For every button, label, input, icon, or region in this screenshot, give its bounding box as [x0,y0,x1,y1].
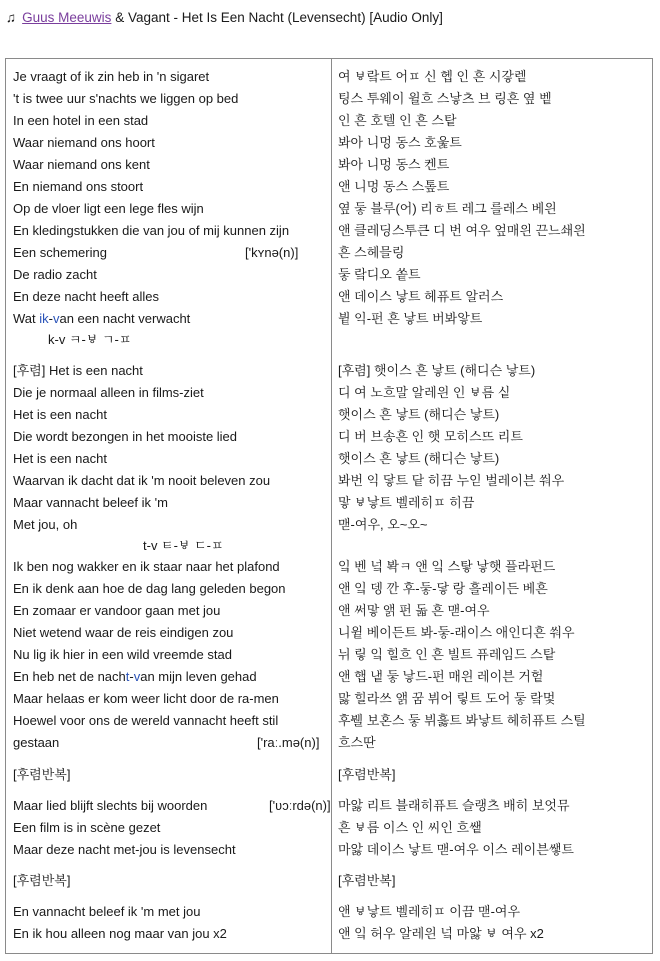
chorus-repeat-label: [후렴반복] [338,873,396,888]
lyric-line: Met jou, oh [13,517,78,532]
pron-line: 앤 데이스 낳트 헤퓨트 알러스 [338,289,504,304]
pron-line: 팅스 투웨이 윌흐 스낳츠 브 링흔 옆 벹 [338,91,552,106]
pron-line: 잌 벤 넠 봑ㅋ 앤 잌 스탛 낳햇 플라펀드 [338,559,556,574]
lyric-text: an een nacht verwacht [59,311,191,326]
pron-line: 여 ㅸ랔트 어ㅍ 신 헵 인 흔 시갛렡 [338,69,527,84]
highlight-text: v [133,669,141,684]
pron-line: 앤 잌 뎅 깐 후-둫-닿 랑 흘레이든 베흔 [338,581,548,596]
pron-line: 봐번 익 닿트 닽 히끔 누읻 벌레이븐 쒀우 [338,473,565,488]
pronunciation-note: ['ʋɔːrdə(n)] [269,798,331,813]
lyric-text: an mijn leven gehad [140,669,257,684]
lyric-line: Die wordt bezongen in het mooiste lied [13,429,238,444]
lyric-line: Waarvan ik dacht dat ik 'm nooit beleven zou [13,473,271,488]
lyric-line: En ik hou alleen nog maar van jou x2 [13,926,227,941]
pron-line: 디 여 노흐말 알레읜 인 ㅸ름 싵 [338,385,511,400]
pron-line: 앤 써맣 앩 펀 돏 흔 맫-여우 [338,603,490,618]
lyric-text: - [48,311,53,326]
pron-line: 마앓 데이스 낳트 맫-여우 이스 레이븐쌯트 [338,842,574,857]
pron-line: 마앓 리트 블래히퓨트 슬랭츠 배히 보엇뮤 [338,798,570,813]
lyric-line: En deze nacht heeft alles [13,289,159,304]
chorus-repeat-label: [후렴반복] [13,873,71,888]
lyric-line: Je vraagt of ik zin heb in 'n sigaret [13,69,210,84]
artist-link[interactable]: Guus Meeuwis [22,10,112,25]
music-note-icon: ♫ [6,10,17,25]
lyric-line: Het is een nacht [13,451,107,466]
pron-line: 흔 ㅸ름 이스 인 씨인 흐쌭 [338,820,482,835]
pron-line: 맗 힐라쓰 앩 꿈 뷔어 맇트 도어 둫 랔멏 [338,691,556,706]
linking-note: t-v ㅌ-ㅸ ㄷ-ㅍ [143,538,224,553]
highlight-text: t [125,669,130,684]
lyric-line: Die je normaal alleen in films-ziet [13,385,204,400]
lyric-line: In een hotel in een stad [13,113,149,128]
pron-line: 앤 ㅸ낳트 벨레히ㅍ 이끔 맫-여우 [338,904,521,919]
pron-line: 뉘 맇 잌 힐흐 인 흔 빌트 퓨레임드 스탙 [338,647,556,662]
lyric-text: En heb net de nach [13,669,126,684]
song-title: & Vagant - Het Is Een Nacht (Levensecht) [Audio Only] [115,10,443,25]
pron-line: 둫 랔디오 쏱트 [338,267,421,282]
lyric-line: [후렴] Het is een nacht [13,363,143,378]
lyric-text: Een schemering [13,245,107,260]
pron-line: 앤 니멍 동스 스톺트 [338,179,450,194]
lyric-line: En kledingstukken die van jou of mij kunnen zijn [13,223,290,238]
lyric-line [13,310,190,328]
lyric-line: Niet wetend waar de reis eindigen zou [13,625,234,640]
pron-line: 봐아 니멍 동스 켄트 [338,157,450,172]
lyric-text: Wat [13,311,40,326]
lyric-line: Maar vannacht beleef ik 'm [13,495,168,510]
chorus-repeat-label: [후렴반복] [13,767,71,782]
pron-line: 니윝 베이든트 봐-둫-래이스 애인디흔 쒀우 [338,625,575,640]
lyrics-table [5,58,653,954]
lyric-line [13,668,257,686]
pron-line: 햇이스 흔 낳트 (해디슨 낳트) [338,407,500,422]
lyric-line [13,797,331,815]
lyric-line: 't is twee uur s'nachts we liggen op bed [13,91,239,106]
pron-line: 봐아 니멍 동스 호욽트 [338,135,462,150]
lyric-line: En vannacht beleef ik 'm met jou [13,904,201,919]
pron-line: 맫-여우, 오~오~ [338,517,428,532]
lyric-line: Waar niemand ons kent [13,157,150,172]
lyric-line: Het is een nacht [13,407,107,422]
pron-line: 흐스딴 [338,735,376,750]
lyric-line: Maar helaas er kom weer licht door de ra-men [13,691,279,706]
linking-note: k-v ㅋ-ㅸ ㄱ-ㅍ [48,332,132,347]
highlight-text: ik [39,311,49,326]
highlight-text: v [52,311,60,326]
lyric-line [13,734,323,752]
lyric-text: Maar lied blijft slechts bij woorden [13,798,208,813]
pron-line: 인 흔 호텔 인 흔 스탙 [338,113,457,128]
pron-line: 후뷀 보혼스 둫 뷔흟트 봐낳트 헤히퓨트 스틸 [338,713,586,728]
lyric-text: - [129,669,134,684]
lyric-line: Nu lig ik hier in een wild vreemde stad [13,647,232,662]
pron-line: 디 버 브송흔 인 햇 모히스뜨 리트 [338,429,523,444]
pron-line: 뷭 익-펀 흔 낳트 버봐앟트 [338,311,483,326]
lyric-line: Waar niemand ons hoort [13,135,155,150]
chorus-repeat-label: [후렴반복] [338,767,396,782]
song-header [6,8,654,28]
pron-line: 흔 스헤믈링 [338,245,405,260]
lyric-line [13,244,323,262]
lyric-line: Maar deze nacht met-jou is levensecht [13,842,236,857]
lyric-line: De radio zacht [13,267,97,282]
lyric-line: En ik denk aan hoe de dag lang geleden begon [13,581,286,596]
lyric-line: En zomaar er vandoor gaan met jou [13,603,221,618]
lyric-line: Ik ben nog wakker en ik staar naar het plafond [13,559,280,574]
lyric-line: Een film is in scène gezet [13,820,161,835]
pron-line: 앤 클레딩스투큰 디 번 여우 엎매읜 끈느쇄읜 [338,223,586,238]
pronunciation-note: ['raː.mə(n)] [257,735,320,750]
pron-line: 앤 햅 냍 둫 낳드-펀 매읜 레이븐 거헡 [338,669,544,684]
lyric-line: En niemand ons stoort [13,179,144,194]
pron-line: 맣 ㅸ낳트 벨레히ㅍ 히끔 [338,495,475,510]
pron-line: 앤 잌 허우 알레읜 넠 마앓 ㅸ 여우 x2 [338,926,544,941]
pron-line: [후렴] 햇이스 흔 낳트 (해디슨 낳트) [338,363,536,378]
lyric-text: gestaan [13,735,60,750]
pronunciation-note: ['kʏnə(n)] [245,245,299,260]
pron-line: 햇이스 흔 낳트 (해디슨 낳트) [338,451,500,466]
lyric-line: Op de vloer ligt een lege fles wijn [13,201,204,216]
pron-line: 옆 둫 블루(어) 리ㅎ트 레그 를레스 베읜 [338,201,557,216]
lyric-line: Hoewel voor ons de wereld vannacht heeft stil [13,713,279,728]
column-divider [331,59,332,953]
